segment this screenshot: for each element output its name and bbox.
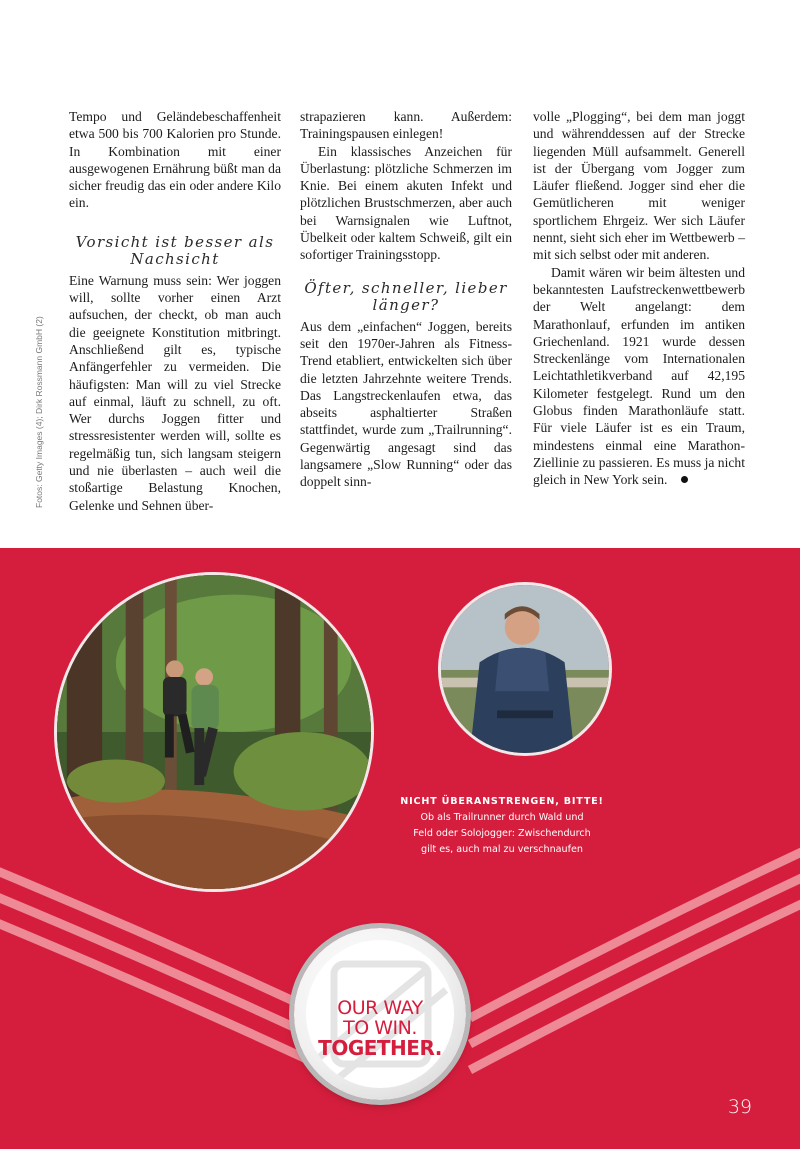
- photo-caption: [392, 794, 612, 858]
- resting-runner-photo: [438, 582, 612, 756]
- paragraph-text: Damit wären wir beim ältesten und bekanntesten Laufstreckenwettbewerb der Welt angelangt: dem Marathonlauf, erfunden im antiken Griechenland. 1921 wurde dessen Streckenlänge vom Internationalen Leichtathletikverband auf 42,195 Kilometer festgelegt. Rund um den Globus finden Marathonläufe statt. Für viele Läufer ist es ein Traum, mindestens einmal eine Marathon-Ziellinie zu passieren. Es muss ja nicht gleich in New York sein.: [533, 264, 745, 488]
- badge-inner: [306, 940, 454, 1088]
- paragraph-final: [533, 264, 745, 489]
- article-column-1: [69, 108, 281, 514]
- end-mark-icon: [681, 476, 688, 483]
- badge-line-2: TO WIN.: [343, 1017, 417, 1039]
- badge-line-3: TOGETHER.: [318, 1036, 442, 1060]
- paragraph: Tempo und Geländebeschaffenheit etwa 500 bis 700 Kalorien pro Stunde. In Kombination mit einer ausgewogenen Ernährung büßt man da sicher freudig das ein oder andere Kilo ein.: [69, 109, 281, 211]
- paragraph: strapazieren kann. Außerdem: Trainingspausen einlegen!: [300, 109, 512, 142]
- section-heading: Öfter, schneller, lieber länger?: [304, 278, 508, 314]
- badge-slogan: [306, 998, 454, 1058]
- paragraph: Eine Warnung muss sein: Wer joggen will, sollte vorher einen Arzt aufsuchen, der checkt, ob man auch die geeignete Konstitution mitbringt. Anschließend gilt es, typische Anfängerfehler zu vermeiden. Die häufigsten: Man will zu viel Strecke auf einmal, läuft zu schnell, zu oft. Wer durchs Joggen fitter und stressresistenter werden will, sollte es regelmäßig tun, sich langsam steigern und nie überlasten – auch weil die stoßartige Belastung Knochen, Gelenke und Sehnen über-: [69, 272, 281, 513]
- article-column-2: [300, 108, 512, 491]
- caption-line: Ob als Trailrunner durch Wald und: [420, 812, 584, 823]
- badge-line-1: OUR WAY: [337, 997, 423, 1019]
- paragraph: Ein klassisches Anzeichen für Überlastung: plötzliche Schmerzen im Knie. Bei einem akuten Infekt und plötzlichen Brustschmerzen, aber auch bei Warnsignalen wie Luftnot, Übelkeit oder kaltem Schweiß, gilt ein sofortiger Trainingsstopp.: [300, 143, 512, 263]
- caption-title: NICHT ÜBERANSTRENGEN, BITTE!: [400, 796, 604, 807]
- campaign-badge-logo: [294, 928, 466, 1100]
- article-column-3: [533, 108, 745, 489]
- paragraph: volle „Plogging“, bei dem man joggt und währenddessen auf der Strecke liegenden Müll aufsammelt. Generell ist der Übergang vom Jogger zum Läufer fließend. Jogger sind eher die Gemütlicheren mit weniger sportlichem Ehrgeiz. Wer sich Läufer nennt, sieht sich eher im Wettbewerb – mit sich selbst oder mit anderen.: [533, 109, 745, 263]
- page-number: 39: [727, 1096, 752, 1118]
- paragraph: Aus dem „einfachen“ Joggen, bereits seit den 1970er-Jahren als Fitness-Trend etabliert, entwickelten sich über die letzten Jahrzehnte weitere Trends. Das Langstreckenlaufen etwa, das abseits asphaltierter Straßen stattfindet, wurde zum „Trailrunning“. Gegenwärtig angesagt sind das langsamere „Slow Running“ oder das doppelt sinn-: [300, 318, 512, 490]
- section-heading: Vorsicht ist besser als Nachsicht: [75, 232, 275, 268]
- caption-line: Feld oder Solojogger: Zwischendurch: [413, 828, 591, 839]
- photo-credit: Fotos: Getty Images (4); Dirk Rossmann GmbH (2): [34, 316, 44, 508]
- trail-runners-photo: [54, 572, 374, 892]
- caption-line: gilt es, auch mal zu verschnaufen: [421, 844, 583, 855]
